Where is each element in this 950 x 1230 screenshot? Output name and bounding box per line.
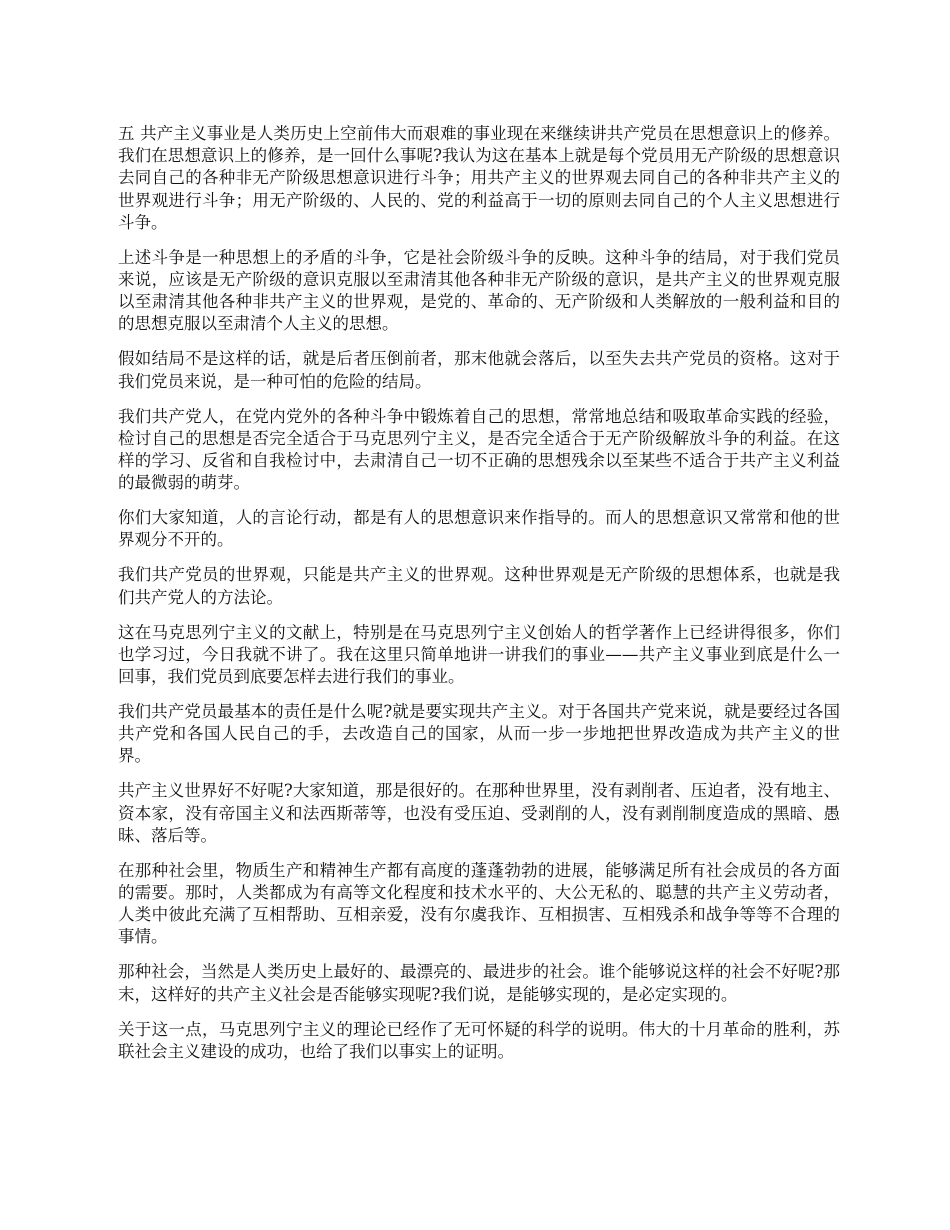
paragraph: 假如结局不是这样的话，就是后者压倒前者，那末他就会落后，以至失去共产党员的资格。这对于我们党员来说，是一种可怕的危险的结局。 xyxy=(118,349,840,391)
paragraph: 这在马克思列宁主义的文献上，特别是在马克思列宁主义创始人的哲学著作上已经讲得很多，你们也学习过，今日我就不讲了。我在这里只简单地讲一讲我们的事业——共产主义事业到底是什么一回事，我们党员到底要怎样去进行我们的事业。 xyxy=(118,622,840,687)
paragraph: 共产主义世界好不好呢?大家知道，那是很好的。在那种世界里，没有剥削者、压迫者，没有地主、资本家，没有帝国主义和法西斯蒂等，也没有受压迫、受剥削的人，没有剥削制度造成的黑暗、愚昧、落后等。 xyxy=(118,781,840,845)
paragraph: 你们大家知道，人的言论行动，都是有人的思想意识来作指导的。而人的思想意识又常常和他的世界观分不开的。 xyxy=(118,508,840,550)
paragraph: 上述斗争是一种思想上的矛盾的斗争，它是社会阶级斗争的反映。这种斗争的结局，对于我们党员来说，应该是无产阶级的意识克服以至肃清其他各种非无产阶级的意识，是共产主义的世界观克服以至肃清其他各种非共产主义的世界观，是党的、革命的、无产阶级和人类解放的一般利益和目的的思想克服以至肃清个人主义的思想。 xyxy=(118,247,840,334)
paragraph: 在那种社会里，物质生产和精神生产都有高度的蓬蓬勃勃的进展，能够满足所有社会成员的各方面的需要。那时，人类都成为有高等文化程度和技术水平的、大公无私的、聪慧的共产主义劳动者，人类中彼此充满了互相帮助、互相亲爱，没有尔虞我诈、互相损害、互相残杀和战争等等不合理的事情。 xyxy=(118,860,840,947)
paragraph: 那种社会，当然是人类历史上最好的、最漂亮的、最进步的社会。谁个能够说这样的社会不好呢?那末，这样好的共产主义社会是否能够实现呢?我们说，是能够实现的，是必定实现的。 xyxy=(118,962,840,1004)
document-body xyxy=(118,123,840,1076)
paragraph: 五 共产主义事业是人类历史上空前伟大而艰难的事业现在来继续讲共产党员在思想意识上的修养。我们在思想意识上的修养，是一回什么事呢?我认为这在基本上就是每个党员用无产阶级的思想意识去同自己的各种非无产阶级思想意识进行斗争；用共产主义的世界观去同自己的各种非共产主义的世界观进行斗争；用无产阶级的、人民的、党的利益高于一切的原则去同自己的个人主义思想进行斗争。 xyxy=(118,124,840,232)
paragraph: 我们共产党人，在党内党外的各种斗争中锻炼着自己的思想，常常地总结和吸取革命实践的经验，检讨自己的思想是否完全适合于马克思列宁主义，是否完全适合于无产阶级解放斗争的利益。在这样的学习、反省和自我检讨中，去肃清自己一切不正确的思想残余以至某些不适合于共产主义利益的最微弱的萌芽。 xyxy=(118,406,840,493)
paragraph: 我们共产党员的世界观，只能是共产主义的世界观。这种世界观是无产阶级的思想体系，也就是我们共产党人的方法论。 xyxy=(118,565,840,607)
paragraph: 我们共产党员最基本的责任是什么呢?就是要实现共产主义。对于各国共产党来说，就是要经过各国共产党和各国人民自己的手，去改造自己的国家，从而一步一步地把世界改造成为共产主义的世界。 xyxy=(118,702,840,766)
paragraph: 关于这一点，马克思列宁主义的理论已经作了无可怀疑的科学的说明。伟大的十月革命的胜利，苏联社会主义建设的成功，也给了我们以事实上的证明。 xyxy=(118,1019,840,1061)
